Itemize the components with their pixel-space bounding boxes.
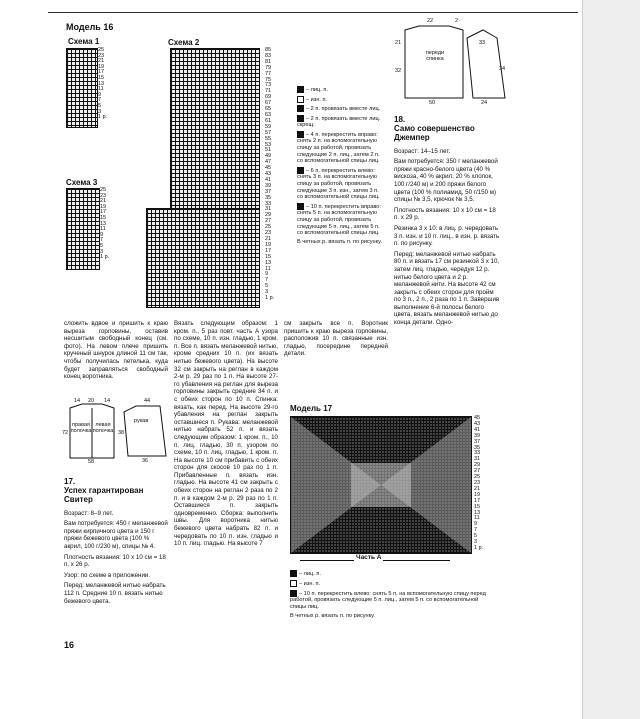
row-number: 5	[474, 533, 478, 540]
row-number: 25	[100, 187, 107, 193]
diagram-17-dim-58: 58	[88, 459, 95, 465]
article-18-needs: Вам потребуется: 350 г меланжевой пряжи красно-белого цвета (40 % вискоза, 40 % акрил, 20 % хлопок, 100 г/240 м) и 200 пряжи белого цвета (100 % полиамид, 50 г/150 м) спицы № 3,5, крючок № 3,5.	[394, 158, 498, 204]
row-number: 67	[265, 100, 272, 107]
row-number: 55	[265, 135, 272, 142]
row-number: 9	[474, 521, 478, 528]
row-number: 35	[265, 194, 272, 201]
row-number: 19	[265, 241, 272, 248]
row-number: 9	[98, 91, 102, 98]
legend-text: – 10 п. перекрестить влево: снять 5 п. на вспомогательную спицу перед работой, провязать следующие 5 п. лиц., затем 5 п. со вспомогательной спицы лиц.	[290, 590, 486, 611]
article-18-title: Само совершенство Джемпер	[394, 123, 475, 142]
legend-text: В четных р. вязать п. по рисунку.	[290, 612, 375, 619]
model-17-title: Модель 17	[290, 404, 333, 413]
legend-text: – 10 п. перекрестить вправо: снять 5 п. на вспомогательную спицу за работой, провязать следующие 5 п. лиц., затем 5 п. со вспомогательной спицы лиц.	[297, 203, 381, 237]
legend-symbol-icon	[290, 580, 297, 587]
legend-text: – 2 п. провязать вместе лиц.	[306, 106, 381, 113]
legend-symbol-icon	[297, 131, 304, 138]
row-number: 3	[265, 289, 269, 296]
row-number: 13	[474, 509, 481, 516]
legend-entry	[297, 239, 385, 246]
row-number: 23	[265, 230, 272, 237]
scheme3-title: Схема 3	[66, 178, 98, 187]
legend-entry	[297, 131, 385, 165]
row-number: 17	[100, 209, 107, 216]
article-18-rib: Резинка 3 х 10: в лиц. р. чередовать 3 п. изн. и 10 п. лиц., в изн. р. вязать п. по рисунку.	[394, 224, 500, 248]
article-17-front: Перед: меланжевой нитью набрать 112 п. Средние 10 п. вязать нитью бежевого цвета.	[64, 582, 166, 605]
row-number: 5	[98, 102, 102, 109]
model-label: Модель 16	[66, 22, 114, 32]
scheme2-row-numbers	[265, 48, 274, 302]
row-number: 33	[265, 200, 272, 207]
row-number: 7	[474, 527, 478, 534]
legend-entry	[297, 105, 385, 113]
legend-symbol-icon	[297, 96, 304, 103]
row-number: 19	[98, 63, 105, 70]
row-number: 1 р.	[265, 295, 275, 302]
row-number: 5	[100, 242, 104, 249]
row-number: 41	[474, 426, 481, 433]
diagram-18-svg	[393, 18, 513, 108]
row-number: 3	[100, 248, 104, 255]
article-17-density: Плотность вязания: 10 х 10 см = 18 п. х 26 р.	[64, 553, 166, 569]
row-number: 21	[98, 58, 105, 65]
row-number: 23	[100, 192, 107, 199]
row-number: 17	[98, 69, 105, 76]
row-number: 77	[265, 70, 272, 77]
row-number: 31	[265, 206, 272, 213]
article-18-front: Перед: меланжевой нитью набрать 80 п. и вязать 17 см резинкой 3 х 10, затем лиц. гладью, чередуя 12 р. нитью белого цвета и 2 р. меланжевой нити. На высоте 42 см закрыть с обеих сторон для пройм по 3 п., 2 п., 2 раза по 1 п. Завершив выполнение 6-й полосы белого цвета, вязать меланжевой нитью до конца детали. Одно-	[394, 250, 500, 327]
article-18-density: Плотность вязания: 10 х 10 см = 18 п. х 29 р.	[394, 206, 496, 222]
row-number: 7	[100, 237, 104, 244]
row-number: 31	[474, 456, 481, 463]
legend-text: – лиц. п.	[306, 86, 328, 93]
row-number: 81	[265, 58, 272, 65]
diagram-17-dim-36: 36	[142, 458, 149, 464]
row-number: 21	[100, 198, 107, 205]
column-3-text: см закрыть все п. Воротник пришить к краю выреза горловины, расположив 10 п. связанные изн. гладью, посередине передней детали.	[284, 320, 388, 358]
row-number: 45	[474, 415, 481, 421]
row-number: 47	[265, 159, 272, 166]
legend-text: – 6 п. перекрестить влево: снять 3 п. на вспомогательную спицу за работой, провязать следующие 3 п. изн., затем 3 п. со вспомогательной спицы лиц.	[297, 167, 380, 201]
row-number: 3	[98, 108, 102, 115]
row-number: 21	[474, 485, 481, 492]
diagram-18	[393, 18, 513, 108]
row-number: 15	[98, 74, 105, 81]
scheme3-row-numbers	[100, 188, 109, 261]
diagram-18-label-33: 33	[479, 40, 486, 46]
page-number: 16	[64, 640, 75, 650]
row-number: 39	[265, 182, 272, 189]
row-number: 15	[100, 214, 107, 221]
legend-text: – 4 п. перекрестить вправо: снять 2 п. на вспомогательную спицу за работой, провязать следующие 2 п. лиц., затем 2 п. со вспомогательной спицы лиц.	[297, 131, 380, 165]
row-number: 1 р.	[474, 544, 484, 551]
diagram-18-label-2: 2	[455, 18, 459, 24]
row-number: 25	[474, 474, 481, 481]
row-number: 59	[265, 123, 272, 130]
article-17-number: 17.	[64, 477, 76, 486]
row-number: 51	[265, 147, 272, 154]
row-number: 29	[265, 212, 272, 219]
diagram-17-dim-38: 38	[118, 430, 125, 436]
article-17	[64, 478, 168, 608]
row-number: 13	[265, 259, 272, 266]
row-number: 1 р.	[100, 254, 110, 261]
legend-entry	[297, 115, 385, 129]
row-number: 49	[265, 153, 272, 160]
diagram-17	[62, 398, 170, 466]
diagram-17-front-left: левая полочка	[92, 422, 114, 434]
row-number: 17	[265, 247, 272, 254]
row-number: 5	[265, 283, 269, 290]
legend-16	[297, 86, 385, 247]
diagram-17-front-right: правая полочка	[70, 422, 92, 434]
model-17-chart	[290, 416, 472, 554]
row-number: 37	[474, 438, 481, 445]
legend-symbol-icon	[297, 105, 304, 112]
row-number: 37	[265, 188, 272, 195]
row-number: 11	[474, 515, 480, 522]
legend-entry	[290, 580, 490, 588]
model-17-pattern-svg	[291, 417, 471, 553]
page-binding	[582, 0, 640, 719]
row-number: 39	[474, 432, 481, 439]
diagram-18-front-back: переди спинка	[425, 50, 445, 62]
scheme1-chart	[66, 48, 98, 128]
row-number: 15	[265, 253, 272, 260]
article-18	[394, 116, 500, 330]
row-number: 13	[100, 220, 107, 227]
row-number: 11	[98, 86, 104, 93]
row-number: 19	[474, 491, 481, 498]
row-number: 35	[474, 444, 481, 451]
diagram-17-sleeve: рукав	[134, 418, 149, 424]
row-number: 19	[100, 203, 107, 210]
row-number: 7	[98, 97, 102, 104]
row-number: 43	[265, 171, 272, 178]
row-number: 79	[265, 64, 272, 71]
row-number: 15	[474, 503, 481, 510]
diagram-17-dim-14b: 14	[104, 398, 111, 404]
diagram-18-label-34: 34	[499, 66, 506, 72]
article-17-title: Успех гарантирован Свитер	[64, 485, 144, 504]
row-number: 23	[474, 479, 481, 486]
row-number: 63	[265, 111, 272, 118]
scheme1-title: Схема 1	[68, 37, 100, 46]
legend-entry	[297, 167, 385, 201]
model-17-part-label: Часть А	[356, 554, 382, 561]
article-18-number: 18.	[394, 115, 406, 124]
row-number: 25	[265, 224, 272, 231]
legend-17	[290, 570, 490, 622]
row-number: 83	[265, 52, 272, 59]
row-number: 27	[474, 468, 481, 475]
row-number: 69	[265, 94, 272, 101]
legend-entry	[297, 86, 385, 94]
row-number: 61	[265, 117, 272, 124]
diagram-17-dim-44: 44	[144, 398, 151, 404]
row-number: 43	[474, 420, 481, 427]
legend-text: – изн. п.	[306, 96, 328, 103]
legend-entry	[290, 613, 490, 620]
scheme3-chart	[66, 188, 100, 270]
page-border	[48, 12, 578, 13]
row-number: 3	[474, 539, 478, 546]
row-number: 11	[100, 226, 106, 233]
row-number: 57	[265, 129, 272, 136]
legend-symbol-icon	[290, 570, 297, 577]
row-number: 23	[98, 52, 105, 59]
article-17-needs: Вам потребуется: 450 г меланжевой пряжи кирпичного цвета и 150 г пряжи бежевого цвета (100 % акрил, 100 г/230 м), спицы № 4.	[64, 520, 168, 550]
column-2-text: Вязать следующим образом: 1 кром. п., 5 раз повт. часть А узора по схеме, 10 п. изн. гладью, 1 кром. п. Все п. вязать меланжевой нитью, кроме средних 10 п. (их вязать нитью бежевого цвета). На высоте 32 см закрыть на реглан в каждом 2-м р. 29 раз по 1 п. На высоте 27-го убавления на реглан для выреза горловины закрыть средние 34 п. и с обеих сторон по 10 п. Спинка: вязать, как перед. На высоте 29-го убавления на реглан закрыть оставшиеся п. Рукава: меланжевой нитью набрать 52 п. и вязать следующим образом: 1 кром. п., 10 п. лиц. гладью, 30 п. узором по схеме, 10 п. лиц. гладью, 1 кром. п. На высоте 10 см прибавить с обеих сторон для скосов 10 раз по 1 п. Прибавленные п. вязать изн. гладью. На высоте 41 см закрыть с обеих сторон на реглан 2 раза по 2 п. и в каждом 2-м р. 29 раз по 1 п. Оставшиеся п. закрыть одновременно. Сборка: выполнить швы. Для воротника нитью бежевого цвета набрать 82 п. и чередовать по 10 п. изн. гладью и 10 п. лиц. гладью. На высоте 7	[174, 320, 278, 548]
scheme2-chart	[170, 48, 260, 210]
diagram-18-label-50: 50	[429, 100, 436, 106]
diagram-18-label-24: 24	[481, 100, 488, 106]
row-number: 21	[265, 236, 272, 242]
diagram-18-label-22: 22	[427, 18, 434, 24]
row-number: 9	[100, 231, 104, 238]
row-number: 85	[265, 47, 272, 53]
row-number: 13	[98, 80, 105, 87]
legend-symbol-icon	[297, 167, 304, 174]
row-number: 75	[265, 76, 272, 83]
legend-entry	[290, 570, 490, 578]
legend-symbol-icon	[297, 203, 304, 210]
diagram-18-label-21: 21	[395, 40, 402, 46]
row-number: 45	[265, 165, 272, 172]
row-number: 27	[265, 218, 272, 225]
legend-entry	[290, 590, 490, 611]
row-number: 1 р.	[98, 114, 108, 121]
scheme2-title: Схема 2	[168, 38, 200, 47]
row-number: 7	[265, 277, 269, 284]
row-number: 53	[265, 141, 272, 148]
row-number: 17	[474, 497, 481, 504]
article-18-age: Возраст: 14–15 лет.	[394, 147, 451, 155]
legend-entry	[297, 96, 385, 104]
diagram-17-dim-14a: 14	[74, 398, 81, 404]
diagram-18-label-32: 32	[395, 68, 402, 74]
article-17-pattern: Узор: по схеме в приложении.	[64, 571, 151, 579]
row-number: 65	[265, 106, 272, 113]
model-17-row-numbers	[474, 416, 483, 552]
row-number: 25	[98, 47, 105, 53]
scheme1-row-numbers	[98, 48, 107, 121]
column-1-text: сложить вдвое и пришить к краю выреза горловины, оставив несшитым свободный конец (см. фото). На левом плече пришить крученый шнурок длиной 11 см так, чтобы получилась петелька, куда будет заправляться свободный конец воротника.	[64, 320, 168, 381]
diagram-17-dim-72: 72	[62, 430, 69, 436]
row-number: 41	[265, 176, 272, 183]
legend-text: – лиц. п.	[299, 570, 321, 577]
legend-symbol-icon	[290, 590, 297, 597]
row-number: 71	[265, 88, 272, 95]
scheme2-chart-wide	[146, 208, 260, 308]
legend-text: В четных р. вязать п. по рисунку.	[297, 238, 382, 245]
legend-text: – 2 п. провязать вместе лиц. скрещ.	[297, 115, 381, 129]
legend-entry	[297, 203, 385, 237]
row-number: 29	[474, 462, 481, 469]
legend-symbol-icon	[297, 115, 304, 122]
row-number: 9	[265, 271, 269, 278]
row-number: 73	[265, 82, 272, 89]
article-17-age: Возраст: 8–9 лет.	[64, 509, 114, 517]
legend-text: – изн. п.	[299, 580, 321, 587]
row-number: 33	[474, 450, 481, 457]
diagram-17-dim-20: 20	[88, 398, 95, 404]
row-number: 11	[265, 265, 271, 272]
legend-symbol-icon	[297, 86, 304, 93]
